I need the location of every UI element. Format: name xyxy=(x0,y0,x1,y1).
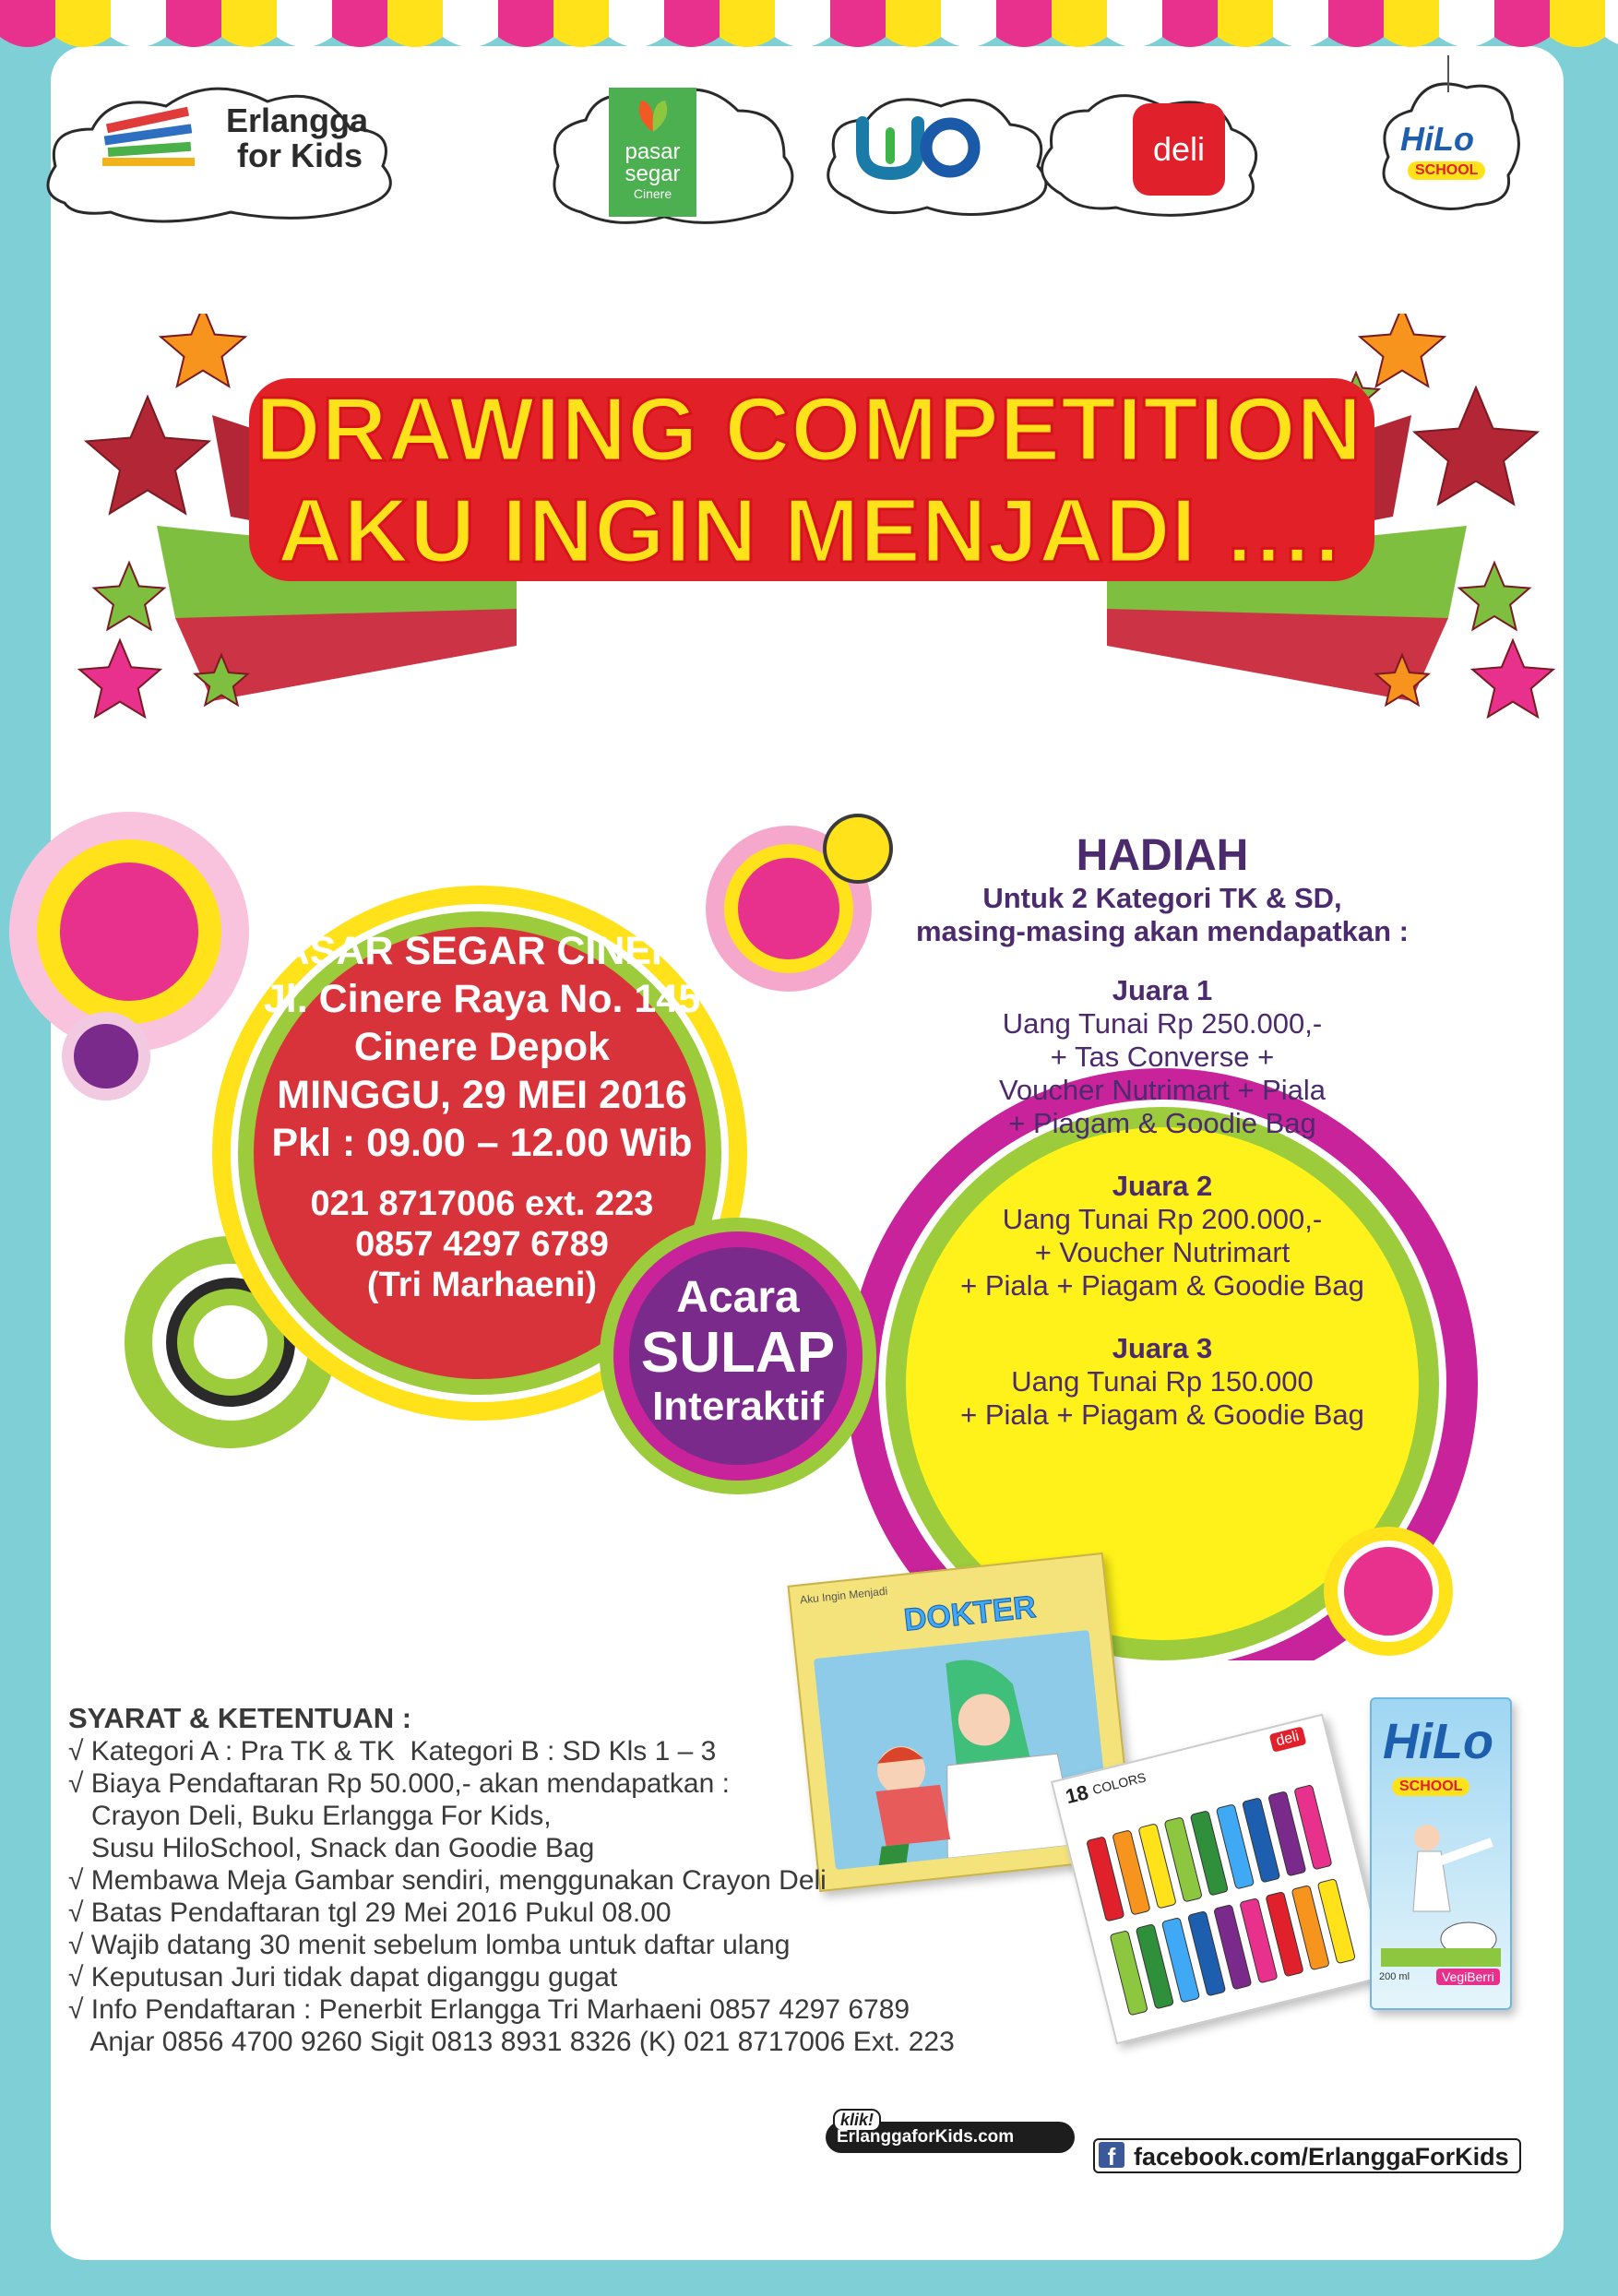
juara-1-title: Juara 1 xyxy=(1112,974,1213,1006)
awning-stripe xyxy=(1550,0,1605,47)
awning-stripe xyxy=(221,0,277,47)
terms-section xyxy=(68,1702,972,2058)
terms-line: √ Biaya Pendaftaran Rp 50.000,- akan mendapatkan : xyxy=(68,1768,730,1799)
site-url: ErlanggaforKids.com xyxy=(837,2127,1015,2147)
crayon-box-image: 18 COLORS deli xyxy=(1051,1714,1388,2045)
terms-line: √ Membawa Meja Gambar sendiri, menggunakan Crayon Deli xyxy=(68,1865,827,1896)
event-date: MINGGU, 29 MEI 2016 xyxy=(277,1073,687,1117)
book-image: Aku Ingin Menjadi DOKTER xyxy=(787,1552,1135,1892)
awning-stripe xyxy=(1273,0,1328,47)
star-icon xyxy=(1472,640,1553,717)
phone-2: 0857 4297 6789 xyxy=(355,1225,609,1264)
klik-label: klik! xyxy=(833,2109,881,2132)
awning-stripe xyxy=(443,0,498,47)
facebook-badge[interactable] xyxy=(1093,2138,1521,2173)
awning-stripe xyxy=(498,0,553,47)
venue-address: Jl. Cinere Raya No. 145 xyxy=(263,977,701,1021)
awning-stripe xyxy=(1052,0,1107,47)
awning-stripe xyxy=(830,0,886,47)
star-icon xyxy=(79,640,160,717)
awning-stripe xyxy=(941,0,996,47)
terms-line: √ Batas Pendaftaran tgl 29 Mei 2016 Pukul 08.00 xyxy=(68,1897,672,1928)
awning-stripe xyxy=(1605,0,1618,47)
juara-3-title: Juara 3 xyxy=(1112,1332,1213,1364)
terms-line: √ Keputusan Juri tidak dapat diganggu gugat xyxy=(68,1962,618,1993)
awning-stripe xyxy=(1328,0,1384,47)
terms-line: Crayon Deli, Buku Erlangga For Kids, xyxy=(68,1801,552,1831)
terms-line: √ Info Pendaftaran : Penerbit Erlangga Tri Marhaeni 0857 4297 6789 xyxy=(68,1994,910,2025)
erlangga-logo-text: Erlangga for Kids xyxy=(226,101,369,174)
awning-stripe xyxy=(387,0,443,47)
awning-stripe xyxy=(0,0,55,47)
awning-stripe xyxy=(775,0,830,47)
terms-line: Susu HiloSchool, Snack dan Goodie Bag xyxy=(68,1833,595,1863)
awning-stripe xyxy=(1384,0,1439,47)
up-logo-icon xyxy=(849,109,987,183)
leaf-icon xyxy=(632,95,674,141)
phone-1: 021 8717006 ext. 223 xyxy=(310,1184,654,1223)
awning-stripe xyxy=(1439,0,1494,47)
venue-name: PASAR SEGAR CINERE xyxy=(257,929,707,973)
terms-heading: SYARAT & KETENTUAN : xyxy=(68,1702,412,1734)
awning-stripe xyxy=(111,0,166,47)
facebook-icon: f xyxy=(1099,2142,1124,2168)
awning-stripe xyxy=(55,0,111,47)
awning-stripe xyxy=(1162,0,1218,47)
contact-name: (Tri Marhaeni) xyxy=(366,1266,598,1304)
awning-stripe xyxy=(553,0,609,47)
terms-line: Anjar 0856 4700 9260 Sigit 0813 8931 8326 (K) 021 8717006 Ext. 223 xyxy=(68,2027,955,2057)
event-time: Pkl : 09.00 – 12.00 Wib xyxy=(271,1121,693,1165)
awning-stripe xyxy=(720,0,775,47)
awning-stripe xyxy=(332,0,387,47)
title-line-1: DRAWING COMPETITION xyxy=(255,378,1363,480)
erlangga-books-icon xyxy=(97,106,217,171)
star-icon xyxy=(1360,314,1444,387)
hilo-milk-image: HiLo SCHOOL 200 ml VegiBerri xyxy=(1370,1697,1512,2010)
awning-stripe xyxy=(277,0,332,47)
awning-stripe xyxy=(886,0,941,47)
prize-info: HADIAH Untuk 2 Kategori TK & SD, masing-masing akan mendapatkan : Juara 1 Uang Tunai Rp 250.000,- + Tas Converse + Voucher Nutrimart + Piala + Piagam & Goodie Bag Juara 2 Uang Tunai Rp 200.000,- + Voucher Nutrimart + Piala + Piagam & Goodie Bag Juara 3 Uang Tunai Rp 150.000 + Piala + Piagam & Goodie Bag xyxy=(904,830,1421,1432)
awning-stripe xyxy=(609,0,664,47)
facebook-url: facebook.com/ErlanggaForKids xyxy=(1134,2143,1509,2171)
awning-stripe xyxy=(996,0,1052,47)
hilo-logo: HiLo SCHOOL xyxy=(1374,55,1522,221)
star-icon xyxy=(161,314,244,387)
venue-info xyxy=(231,927,733,1305)
awning-stripe xyxy=(1107,0,1162,47)
awning-decoration xyxy=(0,0,1618,55)
deli-logo: deli xyxy=(1133,103,1225,196)
title-line-2: AKU INGIN MENJADI …. xyxy=(277,480,1341,581)
erlangga-site-badge[interactable] xyxy=(826,2111,1075,2155)
juara-2-title: Juara 2 xyxy=(1112,1170,1213,1202)
pasar-segar-logo: pasar segar Cinere xyxy=(609,88,696,217)
magic-show-badge: Acara SULAP Interaktif xyxy=(640,1273,836,1429)
venue-city: Cinere Depok xyxy=(353,1025,611,1069)
awning-stripe xyxy=(1218,0,1273,47)
terms-line: √ Kategori A : Pra TK & TK Kategori B : SD Kls 1 – 3 xyxy=(68,1736,717,1767)
awning-stripe xyxy=(166,0,221,47)
awning-stripe xyxy=(1494,0,1550,47)
prize-heading: HADIAH xyxy=(1076,831,1249,880)
terms-line: √ Wajib datang 30 menit sebelum lomba untuk daftar ulang xyxy=(68,1930,791,1960)
awning-stripe xyxy=(664,0,720,47)
